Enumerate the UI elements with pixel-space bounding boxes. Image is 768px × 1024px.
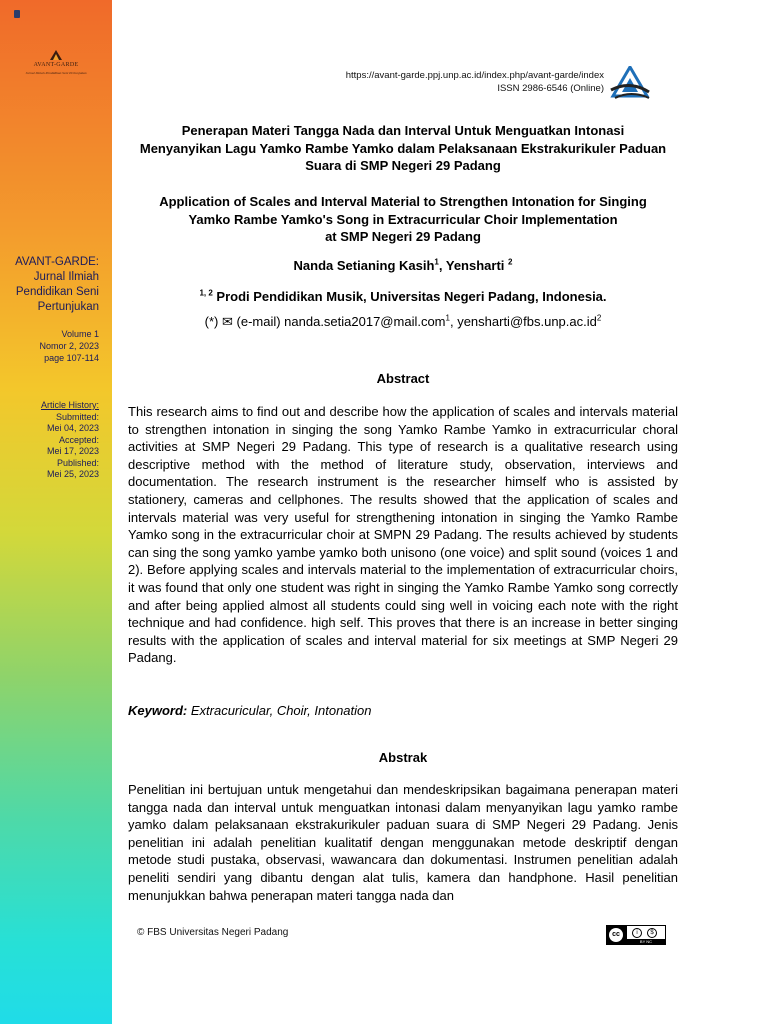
title-line: Penerapan Materi Tangga Nada dan Interval Untuk Menguatkan Intonasi [181, 123, 625, 138]
email-text[interactable]: , yensharti@fbs.unp.ac.id [449, 314, 597, 329]
pages-line: page 107-114 [44, 353, 99, 363]
volume-line: Volume 1 [61, 329, 99, 339]
history-line: Mei 04, 2023 [46, 423, 99, 433]
keyword-label: Keyword: [128, 703, 188, 718]
email-superscript: 1 [445, 313, 450, 323]
title-line: Suara di SMP Negeri 29 Padang [305, 158, 501, 173]
cc-license-badge[interactable] [606, 925, 666, 945]
email-text[interactable]: (*) ✉ (e-mail) nanda.setia2017@mail.com [204, 314, 446, 329]
affiliation-superscript: 1, 2 [199, 288, 213, 298]
authors [128, 257, 678, 274]
journal-line: Pendidikan Seni [15, 286, 99, 298]
author-separator: , [438, 258, 446, 273]
author-superscript: 2 [508, 257, 513, 267]
affiliation-text: Prodi Pendidikan Musik, Universitas Negeri Padang, Indonesia. [212, 289, 607, 304]
title-indonesian [128, 122, 678, 175]
abstract-heading: Abstract [376, 371, 430, 386]
journal-line: Pertunjukan [37, 301, 99, 313]
history-line: Submitted: [55, 411, 99, 422]
license-label: BY NC [627, 939, 665, 944]
history-line: Mei 25, 2023 [46, 469, 99, 479]
affiliation [128, 288, 678, 305]
keyword-text: Extracuricular, Choir, Intonation [187, 703, 372, 718]
abstract-body: This research aims to find out and describe how the application of scales and intervals material to strengthen intonation in singing the song Yamko Rambe Yamko in extracurricular choral activities at SMP Negeri 29 Padang. This type of research is a qualitative research using descriptive method with the method of literature study, observation, interviews and documentation. The research instrument is the researcher himself who is assisted by stationery, cameras and cellphones. The results showed that the application of scales and intervals material was very useful for strengthening intonation in singing the Yamko Rambe Yamko song in the extracurricular choir at SMPN 29 Padang. The results achieved by students can sing the song yamko yambe yamko both unisono (one voice) and split sound (voices 1 and 2). Before applying scales and intervals material to the implementation of extracurricular choirs, it was found that only one student was right in singing the Yamko Rambe Yamko song correctly and after being applied almost all students could sing well in voicing each note with the right technique and had confidence. high self. This proves that there is an increase in better singing results with the application of scales and interval material for six meetings at SMP Negeri 29 Padang. [128, 404, 678, 666]
sidebar-top-logos [14, 10, 104, 22]
title-line: Yamko Rambe Yamko's Song in Extracurricular Choir Implementation [188, 211, 618, 227]
sidebar-brand: AVANT-GARDE [33, 62, 79, 68]
university-logo-icon [14, 10, 20, 18]
email-superscript: 2 [596, 313, 602, 323]
author-name: Nanda Setianing Kasih [293, 258, 435, 273]
cc-badge-left [607, 926, 627, 944]
title-english [128, 193, 678, 246]
avant-garde-logo-icon [609, 66, 651, 100]
cc-icon: cc [609, 928, 623, 942]
keywords [128, 702, 678, 719]
abstrak-body: Penelitian ini bertujuan untuk mengetahui dan mendeskripsikan bagaimana penerapan materi tangga nada dan interval untuk menguatkan intonasi dalam menyanyikan lagu yamko rambe yamko dalam pelaksanaan ekstrakurikuler paduan suara di SMP Negeri 29 Padang. Jenis penelitian ini adalah penelitian kualitatif dengan menggunakan metode deskriptif dengan metode studi pustaka, observasi, wawancara dan dokumentasi. Instrumen penelitian adalah peneliti sendiri yang dibantu dengan alat tulis, kamera dan handphone. Hasil penelitian menunjukkan bahwa penerapan materi tangga nada dan [128, 782, 678, 903]
history-line: Mei 17, 2023 [46, 446, 99, 456]
title-line: at SMP Negeri 29 Padang [325, 229, 481, 244]
article-history [41, 400, 99, 481]
journal-line: AVANT-GARDE: [15, 256, 99, 268]
author-name: Yensharti [445, 258, 508, 273]
history-line: Accepted: [58, 434, 99, 445]
avant-garde-emblem-icon [50, 50, 62, 60]
copyright-footer: © FBS Universitas Negeri Padang [137, 927, 289, 938]
attribution-icon: i [632, 928, 642, 938]
noncommercial-icon: $ [647, 928, 657, 938]
issn-label: ISSN 2986-6546 (Online) [497, 83, 604, 94]
author-emails [128, 313, 678, 330]
sidebar-journal-name [15, 255, 99, 315]
sidebar-volume-info [39, 328, 99, 364]
history-line: Published: [56, 457, 99, 468]
journal-line: Jurnal Ilmiah [33, 271, 99, 283]
title-line: Menyanyikan Lagu Yamko Rambe Yamko dalam Pelaksanaan Ekstrakurikuler Paduan [139, 140, 667, 156]
author-superscript: 1 [434, 257, 439, 267]
issue-line: Nomor 2, 2023 [39, 341, 99, 351]
journal-url-link[interactable]: https://avant-garde.ppj.unp.ac.id/index.php/avant-garde/index [345, 70, 604, 81]
title-line: Application of Scales and Interval Material to Strengthen Intonation for Singing [159, 194, 647, 209]
sidebar-brand-subtitle: Jurnal Ilmiah Pendidikan Seni Pertunjukan [25, 71, 87, 75]
article-history-heading: Article History: [40, 400, 99, 410]
journal-sidebar [0, 0, 112, 1024]
abstrak-heading: Abstrak [378, 750, 428, 765]
